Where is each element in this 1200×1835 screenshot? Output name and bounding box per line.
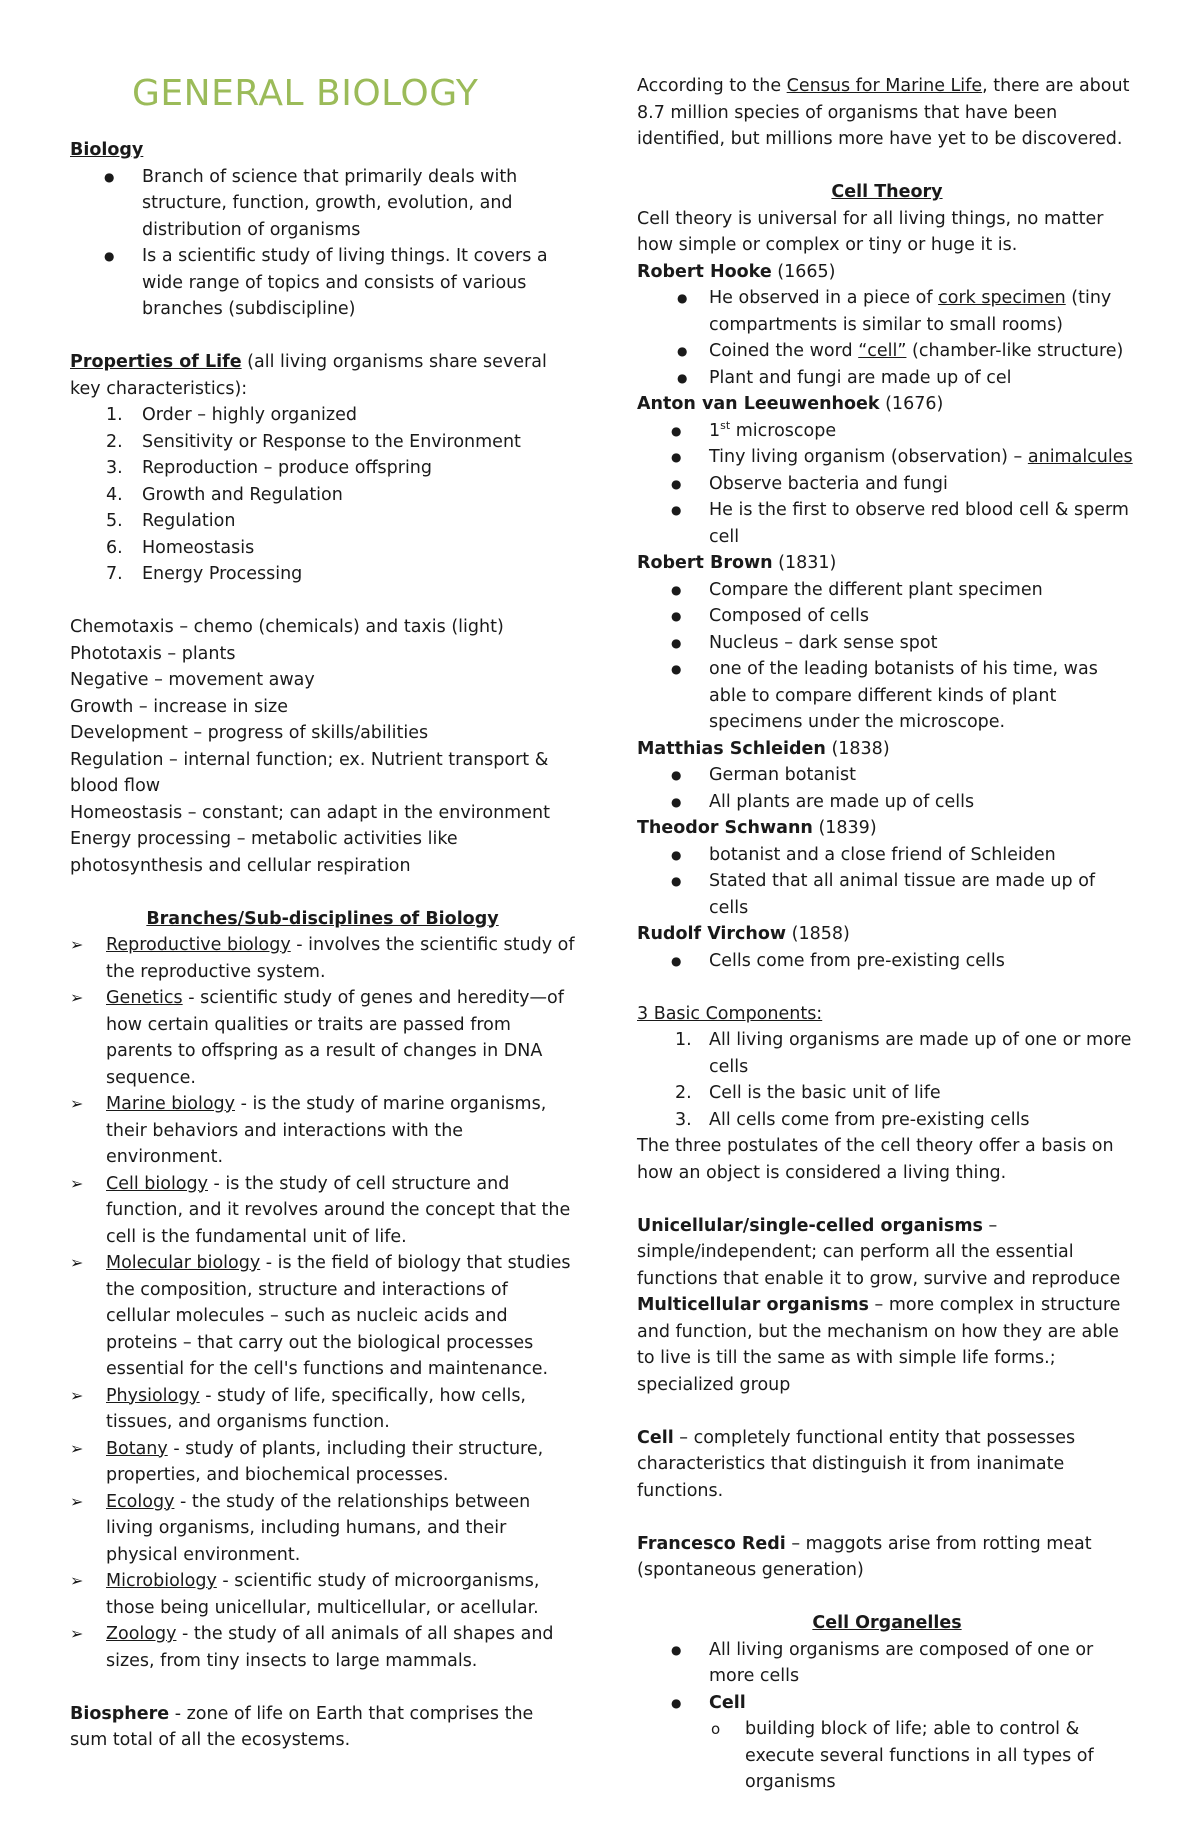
multicellular-paragraph: Multicellular organisms – more complex in structure and function, but the mechanism on how they are able to live is till the same as with simple life forms.; specialized group: [637, 1295, 1121, 1395]
list-item: ● German botanist: [637, 762, 1137, 789]
biology-points: [70, 164, 575, 323]
definition: Energy processing – metabolic activities like photosynthesis and cellular respiration: [70, 829, 458, 876]
organelles-heading: Cell Organelles: [812, 1613, 962, 1633]
arrow-bullet-icon: ➢: [70, 1253, 84, 1272]
list-item: 6. Homeostasis: [106, 537, 255, 558]
list-item: ● one of the leading botanists of his time, was able to compare different kinds of plant specimens under the microscope.: [637, 656, 1137, 736]
properties-paragraph: [70, 349, 575, 402]
list-item: ➢ Marine biology - is the study of marine organisms, their behaviors and interactions with the environment.: [70, 1091, 575, 1171]
biosphere-paragraph: Biosphere - zone of life on Earth that comprises the sum total of all the ecosystems.: [70, 1703, 534, 1750]
list-item: ● Is a scientific study of living things. It covers a wide range of topics and consists of various branches (subdiscipline): [70, 243, 575, 323]
organelles-points: [637, 1637, 1137, 1717]
list-item: ● Observe bacteria and fungi: [637, 471, 1137, 498]
components-heading: 3 Basic Components:: [637, 1003, 823, 1024]
list-item: ➢ Molecular biology - is the field of biology that studies the composition, structure and interactions of cellular molecules – such as nucleic acids and proteins – that carry out the biological processes essential for the cell's functions and maintenance.: [70, 1250, 575, 1383]
list-item: ➢ Cell biology - is the study of cell structure and function, and it revolves around the concept that the cell is the fundamental unit of life.: [70, 1171, 575, 1251]
scientist-leeuwenhoek: Anton van Leeuwenhoek (1676): [637, 394, 944, 414]
scientist-brown: Robert Brown (1831): [637, 553, 837, 573]
schwann-points: [637, 842, 1137, 922]
definition: Phototaxis – plants: [70, 643, 236, 664]
list-item: 3. Reproduction – produce offspring: [106, 458, 433, 478]
definition: Homeostasis – constant; can adapt in the environment: [70, 802, 550, 823]
list-item: ● All plants are made up of cells: [637, 789, 1137, 816]
cell-theory-intro: Cell theory is universal for all living things, no matter how simple or complex or tiny or huge it is.: [637, 208, 1104, 255]
list-item: ● Cells come from pre-existing cells: [637, 948, 1137, 975]
list-item: ➢ Genetics - scientific study of genes and heredity—of how certain qualities or traits are passed from parents to offspring as a result of changes in DNA sequence.: [70, 985, 575, 1091]
list-item: 7. Energy Processing: [106, 564, 303, 584]
list-item: ● 1st microscope: [637, 418, 1137, 445]
list-item: 1. All living organisms are made up of one or more cells: [675, 1030, 1132, 1077]
circle-bullet-icon: o: [711, 1720, 721, 1738]
list-item: ● Stated that all animal tissue are made up of cells: [637, 868, 1137, 921]
arrow-bullet-icon: ➢: [70, 988, 84, 1007]
scientist-schleiden: Matthias Schleiden (1838): [637, 738, 890, 759]
branches-list: [70, 932, 575, 1674]
cell-theory-heading: Cell Theory: [831, 182, 943, 202]
biosphere-term: Biosphere: [70, 1703, 170, 1724]
properties-list: [70, 402, 575, 588]
brown-points: [637, 577, 1137, 736]
virchow-points: [637, 948, 1137, 975]
properties-intro: (all living organisms share several key characteristics):: [70, 352, 547, 399]
list-item: 3. All cells come from pre-existing cells: [675, 1109, 1030, 1130]
list-item: ● Compare the different plant specimen: [637, 577, 1137, 604]
list-item: ➢ Ecology - the study of the relationships between living organisms, including humans, and their physical environment.: [70, 1489, 575, 1569]
scientist-hooke: Robert Hooke (1665): [637, 261, 836, 282]
arrow-bullet-icon: ➢: [70, 935, 84, 954]
list-item: ● Branch of science that primarily deals with structure, function, growth, evolution, and distribution of organisms: [70, 164, 575, 244]
definition: Development – progress of skills/abilities: [70, 723, 429, 743]
definition: Chemotaxis – chemo (chemicals) and taxis (light): [70, 617, 504, 637]
arrow-bullet-icon: ➢: [70, 1571, 84, 1590]
unicellular-paragraph: Unicellular/single-celled organisms – simple/independent; can perform all the essential functions that enable it to grow, survive and reproduce: [637, 1215, 1121, 1289]
list-item: ● Cell: [637, 1690, 1137, 1717]
list-item: 2. Sensitivity or Response to the Environment: [106, 431, 521, 452]
list-item: ● He is the first to observe red blood cell & sperm cell: [637, 497, 1137, 550]
left-column: [70, 137, 575, 1754]
arrow-bullet-icon: ➢: [70, 1173, 84, 1193]
list-item: 5. Regulation: [106, 511, 236, 531]
list-item: ➢ Reproductive biology - involves the scientific study of the reproductive system.: [70, 932, 575, 985]
definition: Negative – movement away: [70, 670, 315, 690]
list-item: ● All living organisms are composed of one or more cells: [637, 1637, 1137, 1690]
biology-heading: Biology: [70, 140, 144, 160]
list-item: ● He observed in a piece of cork specimen (tiny compartments is similar to small rooms): [637, 285, 1137, 338]
list-item: ➢ Microbiology - scientific study of microorganisms, those being unicellular, multicellular, or acellular.: [70, 1568, 575, 1621]
redi-paragraph: Francesco Redi – maggots arise from rotting meat (spontaneous generation): [637, 1533, 1092, 1580]
hooke-points: [637, 285, 1137, 391]
list-item: ● Nucleus – dark sense spot: [637, 630, 1137, 657]
arrow-bullet-icon: ➢: [70, 1094, 84, 1113]
definition: Growth – increase in size: [70, 696, 288, 717]
arrow-bullet-icon: ➢: [70, 1491, 84, 1511]
leeuwenhoek-points: [637, 418, 1137, 551]
schleiden-points: [637, 762, 1137, 815]
list-item: ➢ Zoology - the study of all animals of all shapes and sizes, from tiny insects to large mammals.: [70, 1621, 575, 1674]
list-item: ➢ Botany - study of plants, including their structure, properties, and biochemical processes.: [70, 1436, 575, 1489]
census-link: Census for Marine Life: [786, 76, 983, 96]
list-item: 4. Growth and Regulation: [106, 484, 343, 505]
list-item: o building block of life; able to control & execute several functions in all types of organisms: [637, 1716, 1137, 1796]
properties-heading: Properties of Life: [70, 352, 242, 372]
census-paragraph: According to the Census for Marine Life, there are about 8.7 million species of organisms that have been identified, but millions more have yet to be discovered.: [637, 76, 1130, 149]
arrow-bullet-icon: ➢: [70, 1624, 84, 1643]
list-item: ➢ Physiology - study of life, specifically, how cells, tissues, and organisms function.: [70, 1383, 575, 1436]
branches-heading: Branches/Sub-disciplines of Biology: [146, 908, 499, 929]
organelles-subpoints: [637, 1716, 1137, 1796]
definition: Regulation – internal function; ex. Nutrient transport & blood flow: [70, 749, 549, 796]
list-item: ● botanist and a close friend of Schleiden: [637, 842, 1137, 869]
list-item: ● Tiny living organism (observation) – animalcules: [637, 444, 1137, 471]
arrow-bullet-icon: ➢: [70, 1438, 84, 1458]
list-item: ● Plant and fungi are made up of cel: [637, 365, 1137, 392]
components-list: [637, 1027, 1137, 1133]
scientist-schwann: Theodor Schwann (1839): [637, 818, 877, 838]
components-after: The three postulates of the cell theory offer a basis on how an object is considered a living thing.: [637, 1136, 1114, 1183]
right-column: [637, 73, 1137, 1796]
list-item: 1. Order – highly organized: [106, 405, 357, 425]
list-item: 2. Cell is the basic unit of life: [675, 1083, 941, 1103]
list-item: ● Coined the word “cell” (chamber-like structure): [637, 338, 1137, 365]
scientist-virchow: Rudolf Virchow (1858): [637, 924, 850, 944]
arrow-bullet-icon: ➢: [70, 1385, 84, 1405]
list-item: ● Composed of cells: [637, 603, 1137, 630]
document-title: GENERAL BIOLOGY: [132, 73, 479, 114]
cell-paragraph: Cell – completely functional entity that possesses characteristics that distinguish it from inanimate functions.: [637, 1427, 1076, 1501]
